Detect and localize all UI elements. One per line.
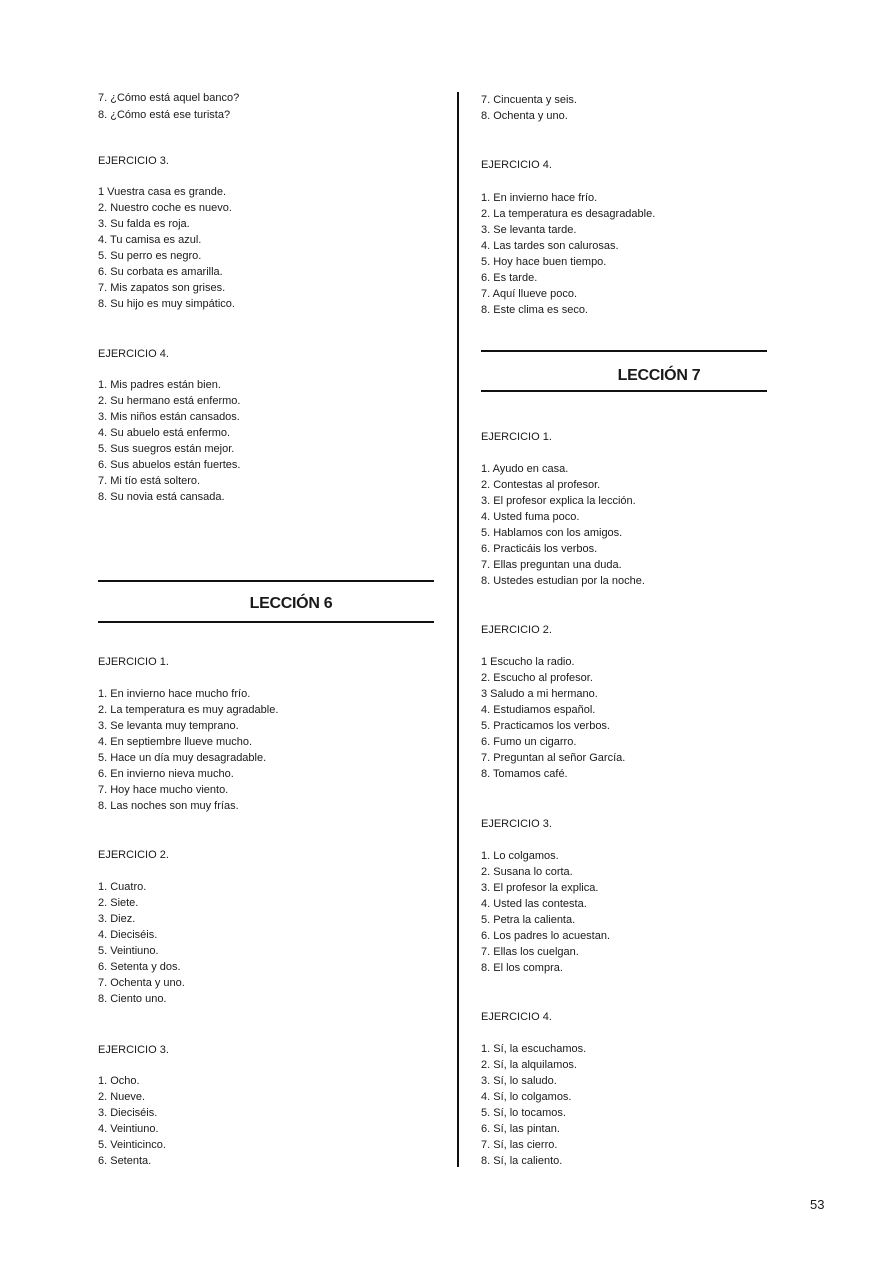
answer-item: 7. Mis zapatos son grises.	[98, 282, 226, 294]
answer-item: 1. Ayudo en casa.	[481, 463, 569, 475]
answer-item: 7. Ellas los cuelgan.	[481, 946, 579, 958]
answer-item: 3. Su falda es roja.	[98, 218, 190, 230]
answer-item: 1. Ocho.	[98, 1075, 140, 1087]
answer-item: 8. Este clima es seco.	[481, 304, 588, 316]
answer-item: 1. Sí, la escuchamos.	[481, 1043, 587, 1055]
answer-item: 5. Su perro es negro.	[98, 250, 202, 262]
answer-item: 4. Veintiuno.	[98, 1123, 159, 1135]
answer-item: 6. Los padres lo acuestan.	[481, 930, 611, 942]
answer-item: 7. Preguntan al señor García.	[481, 752, 626, 764]
exercise-heading: EJERCICIO 4.	[481, 159, 552, 171]
answer-item: 2. Su hermano está enfermo.	[98, 395, 241, 407]
answer-item: 4. Sí, lo colgamos.	[481, 1091, 572, 1103]
answer-item: 8. El los compra.	[481, 962, 563, 974]
answer-item: 6. Sí, las pintan.	[481, 1123, 560, 1135]
answer-item: 5. Veinticinco.	[98, 1139, 166, 1151]
answer-item: 8. Tomamos café.	[481, 768, 568, 780]
answer-item: 1. Lo colgamos.	[481, 850, 559, 862]
exercise-heading: EJERCICIO 2.	[481, 624, 552, 636]
answer-item: 8. Ochenta y uno.	[481, 110, 568, 122]
answer-item: 6. Sus abuelos están fuertes.	[98, 459, 241, 471]
answer-item: 2. La temperatura es muy agradable.	[98, 704, 279, 716]
answer-item: 5. Hace un día muy desagradable.	[98, 752, 267, 764]
exercise-heading: EJERCICIO 4.	[481, 1011, 552, 1023]
answer-item: 8. Su hijo es muy simpático.	[98, 298, 235, 310]
lesson-rule-bottom	[98, 621, 434, 623]
answer-item: 2. Contestas al profesor.	[481, 479, 601, 491]
answer-item: 5. Hoy hace buen tiempo.	[481, 256, 607, 268]
answer-item: 7. ¿Cómo está aquel banco?	[98, 92, 240, 104]
answer-item: 6. Setenta.	[98, 1155, 152, 1167]
answer-item: 3 Saludo a mi hermano.	[481, 688, 598, 700]
answer-item: 4. Usted las contesta.	[481, 898, 587, 910]
lesson-rule-top	[98, 580, 434, 582]
answer-item: 5. Veintiuno.	[98, 945, 159, 957]
answer-item: 5. Petra la calienta.	[481, 914, 576, 926]
answer-item: 2. La temperatura es desagradable.	[481, 208, 656, 220]
answer-item: 6. Es tarde.	[481, 272, 538, 284]
answer-item: 3. Mis niños están cansados.	[98, 411, 240, 423]
lesson-title: LECCIÓN 7	[617, 367, 701, 384]
answer-item: 4. Dieciséis.	[98, 929, 158, 941]
answer-item: 7. Ochenta y uno.	[98, 977, 185, 989]
answer-item: 5. Sí, lo tocamos.	[481, 1107, 566, 1119]
answer-item: 1. Cuatro.	[98, 881, 147, 893]
answer-item: 5. Hablamos con los amigos.	[481, 527, 623, 539]
column-divider	[457, 92, 459, 1167]
answer-item: 1 Escucho la radio.	[481, 656, 575, 668]
answer-item: 1 Vuestra casa es grande.	[98, 186, 227, 198]
answer-item: 5. Sus suegros están mejor.	[98, 443, 235, 455]
answer-item: 7. Aquí llueve poco.	[481, 288, 578, 300]
answer-item: 3. Se levanta muy temprano.	[98, 720, 239, 732]
exercise-heading: EJERCICIO 3.	[98, 155, 169, 167]
answer-item: 8. Las noches son muy frías.	[98, 800, 239, 812]
answer-item: 7. Mi tío está soltero.	[98, 475, 201, 487]
answer-item: 1. Mis padres están bien.	[98, 379, 221, 391]
answer-item: 4. Las tardes son calurosas.	[481, 240, 619, 252]
lesson-title: LECCIÓN 6	[249, 595, 333, 612]
answer-item: 8. Ustedes estudian por la noche.	[481, 575, 645, 587]
answer-item: 4. Estudiamos español.	[481, 704, 596, 716]
answer-item: 7. Sí, las cierro.	[481, 1139, 558, 1151]
answer-item: 6. Practicáis los verbos.	[481, 543, 598, 555]
answer-item: 2. Siete.	[98, 897, 139, 909]
answer-item: 3. Dieciséis.	[98, 1107, 158, 1119]
exercise-heading: EJERCICIO 4.	[98, 348, 169, 360]
answer-item: 2. Escucho al profesor.	[481, 672, 593, 684]
answer-item: 8. ¿Cómo está ese turista?	[98, 109, 231, 121]
answer-item: 4. En septiembre llueve mucho.	[98, 736, 253, 748]
lesson-rule-bottom	[481, 390, 767, 392]
lesson-rule-top	[481, 350, 767, 352]
exercise-heading: EJERCICIO 2.	[98, 849, 169, 861]
answer-item: 7. Hoy hace mucho viento.	[98, 784, 229, 796]
answer-item: 4. Tu camisa es azul.	[98, 234, 202, 246]
answer-item: 4. Su abuelo está enfermo.	[98, 427, 231, 439]
answer-item: 6. Setenta y dos.	[98, 961, 181, 973]
answer-item: 7. Cincuenta y seis.	[481, 94, 577, 106]
answer-item: 3. Diez.	[98, 913, 136, 925]
answer-item: 2. Susana lo corta.	[481, 866, 573, 878]
answer-item: 2. Nuestro coche es nuevo.	[98, 202, 232, 214]
answer-item: 6. Fumo un cigarro.	[481, 736, 577, 748]
answer-item: 6. Su corbata es amarilla.	[98, 266, 223, 278]
exercise-heading: EJERCICIO 3.	[98, 1044, 169, 1056]
page-number: 53	[810, 1197, 825, 1212]
answer-item: 5. Practicamos los verbos.	[481, 720, 610, 732]
answer-item: 3. Se levanta tarde.	[481, 224, 577, 236]
answer-item: 8. Sí, la caliento.	[481, 1155, 563, 1167]
exercise-heading: EJERCICIO 3.	[481, 818, 552, 830]
answer-item: 2. Sí, la alquilamos.	[481, 1059, 577, 1071]
exercise-heading: EJERCICIO 1.	[481, 431, 552, 443]
answer-item: 1. En invierno hace mucho frío.	[98, 688, 251, 700]
answer-item: 4. Usted fuma poco.	[481, 511, 580, 523]
answer-item: 7. Ellas preguntan una duda.	[481, 559, 622, 571]
answer-item: 3. Sí, lo saludo.	[481, 1075, 557, 1087]
answer-item: 6. En invierno nieva mucho.	[98, 768, 234, 780]
answer-item: 3. El profesor la explica.	[481, 882, 599, 894]
exercise-heading: EJERCICIO 1.	[98, 656, 169, 668]
answer-item: 8. Su novia está cansada.	[98, 491, 225, 503]
answer-item: 3. El profesor explica la lección.	[481, 495, 636, 507]
answer-item: 2. Nueve.	[98, 1091, 146, 1103]
answer-item: 1. En invierno hace frío.	[481, 192, 598, 204]
answer-item: 8. Ciento uno.	[98, 993, 167, 1005]
